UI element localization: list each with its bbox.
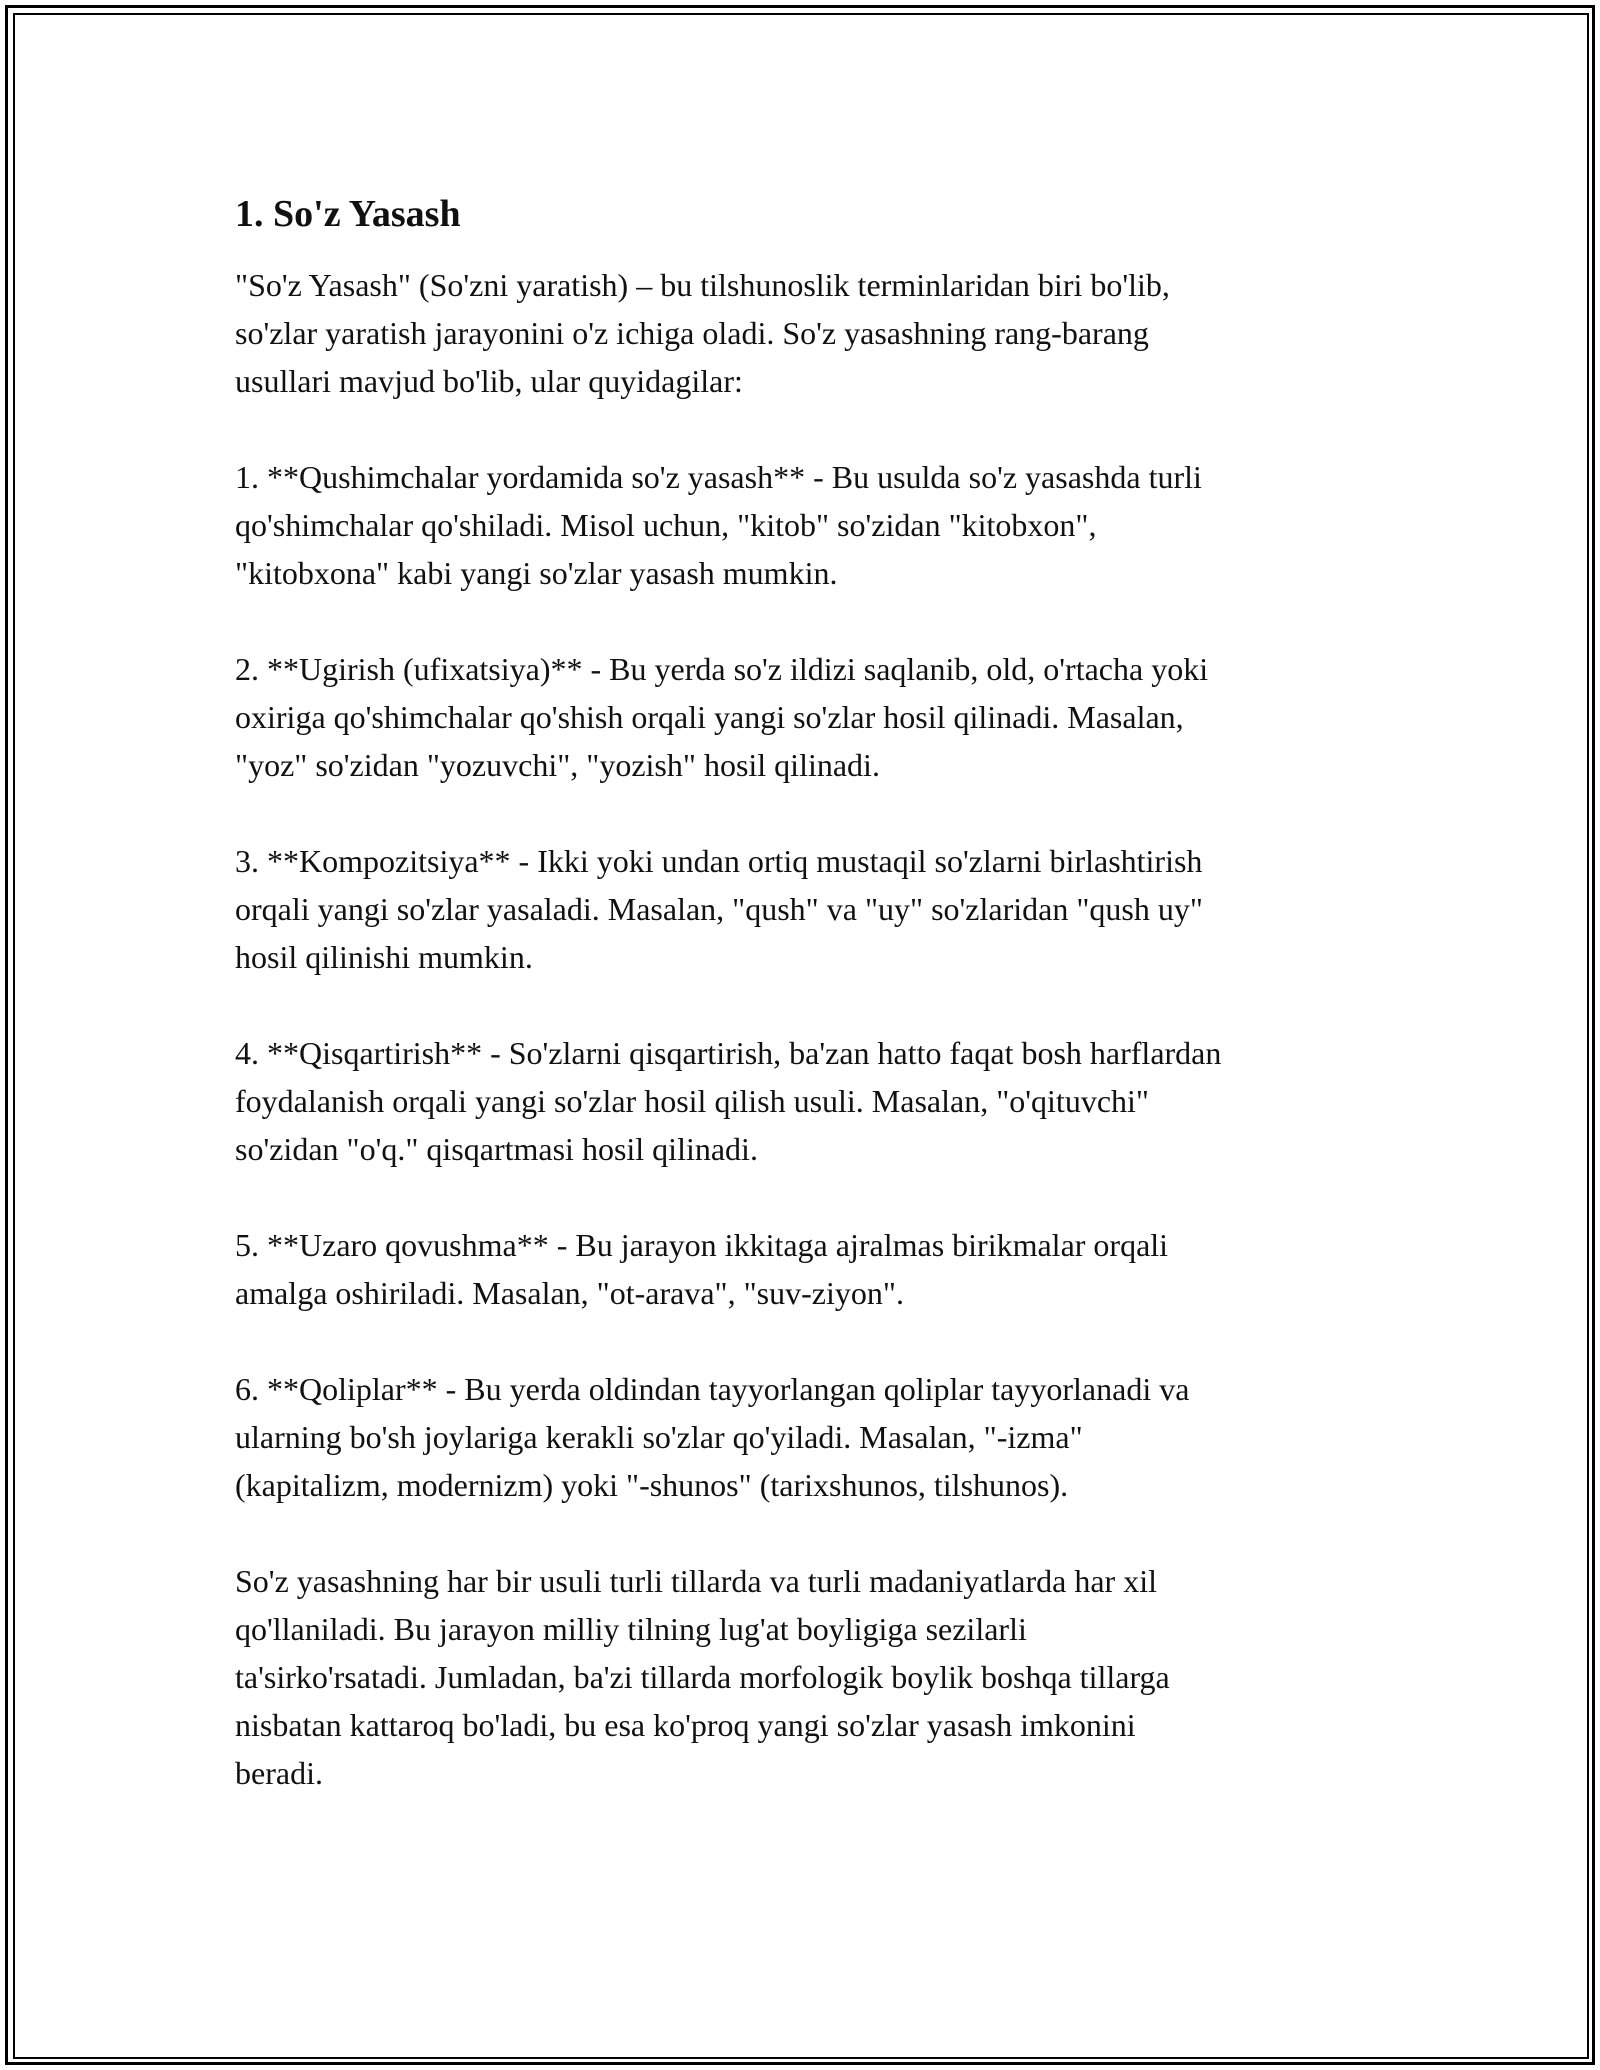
text-line: so'zidan "o'q." qisqartmasi hosil qilinadi.: [235, 1131, 758, 1167]
method-paragraph-2: [235, 645, 1385, 789]
text-line: orqali yangi so'zlar yasaladi. Masalan, "qush" va "uy" so'zlaridan "qush uy": [235, 891, 1203, 927]
text-line: 2. **Ugirish (ufixatsiya)** - Bu yerda so'z ildizi saqlanib, old, o'rtacha yoki: [235, 651, 1209, 687]
text-line: 5. **Uzaro qovushma** - Bu jarayon ikkitaga ajralmas birikmalar orqali: [235, 1227, 1169, 1263]
text-line: nisbatan kattaroq bo'ladi, bu esa ko'proq yangi so'zlar yasash imkonini: [235, 1707, 1136, 1743]
conclusion-paragraph: [235, 1557, 1385, 1797]
text-line: (kapitalizm, modernizm) yoki "-shunos" (tarixshunos, tilshunos).: [235, 1467, 1069, 1503]
text-line: 1. **Qushimchalar yordamida so'z yasash** - Bu usulda so'z yasashda turli: [235, 459, 1202, 495]
method-paragraph-3: [235, 837, 1385, 981]
document-body: [235, 187, 1385, 1845]
text-line: qo'shimchalar qo'shiladi. Misol uchun, "kitob" so'zidan "kitobxon",: [235, 507, 1097, 543]
text-line: amalga oshiriladi. Masalan, "ot-arava", "suv-ziyon".: [235, 1275, 904, 1311]
text-line: ularning bo'sh joylariga kerakli so'zlar qo'yiladi. Masalan, "-izma": [235, 1419, 1083, 1455]
text-line: "So'z Yasash" (So'zni yaratish) – bu tilshunoslik terminlaridan biri bo'lib,: [235, 267, 1170, 303]
section-heading: 1. So'z Yasash: [235, 193, 461, 235]
text-line: beradi.: [235, 1755, 323, 1791]
text-line: ta'sirko'rsatadi. Jumladan, ba'zi tillarda morfologik boylik boshqa tillarga: [235, 1659, 1170, 1695]
text-line: "kitobxona" kabi yangi so'zlar yasash mumkin.: [235, 555, 838, 591]
text-line: oxiriga qo'shimchalar qo'shish orqali yangi so'zlar hosil qilinadi. Masalan,: [235, 699, 1184, 735]
text-line: usullari mavjud bo'lib, ular quyidagilar:: [235, 363, 743, 399]
method-paragraph-5: [235, 1221, 1385, 1317]
text-line: hosil qilinishi mumkin.: [235, 939, 533, 975]
text-line: 3. **Kompozitsiya** - Ikki yoki undan ortiq mustaqil so'zlarni birlashtirish: [235, 843, 1203, 879]
text-line: "yoz" so'zidan "yozuvchi", "yozish" hosil qilinadi.: [235, 747, 880, 783]
text-line: so'zlar yaratish jarayonini o'z ichiga oladi. So'z yasashning rang-barang: [235, 315, 1149, 351]
method-paragraph-6: [235, 1365, 1385, 1509]
intro-paragraph: [235, 261, 1385, 405]
method-paragraph-1: [235, 453, 1385, 597]
method-paragraph-4: [235, 1029, 1385, 1173]
text-line: foydalanish orqali yangi so'zlar hosil qilish usuli. Masalan, "o'qituvchi": [235, 1083, 1149, 1119]
text-line: 4. **Qisqartirish** - So'zlarni qisqartirish, ba'zan hatto faqat bosh harflardan: [235, 1035, 1222, 1071]
text-line: So'z yasashning har bir usuli turli tillarda va turli madaniyatlarda har xil: [235, 1563, 1157, 1599]
text-line: qo'llaniladi. Bu jarayon milliy tilning lug'at boyligiga sezilarli: [235, 1611, 1027, 1647]
text-line: 6. **Qoliplar** - Bu yerda oldindan tayyorlangan qoliplar tayyorlanadi va: [235, 1371, 1190, 1407]
